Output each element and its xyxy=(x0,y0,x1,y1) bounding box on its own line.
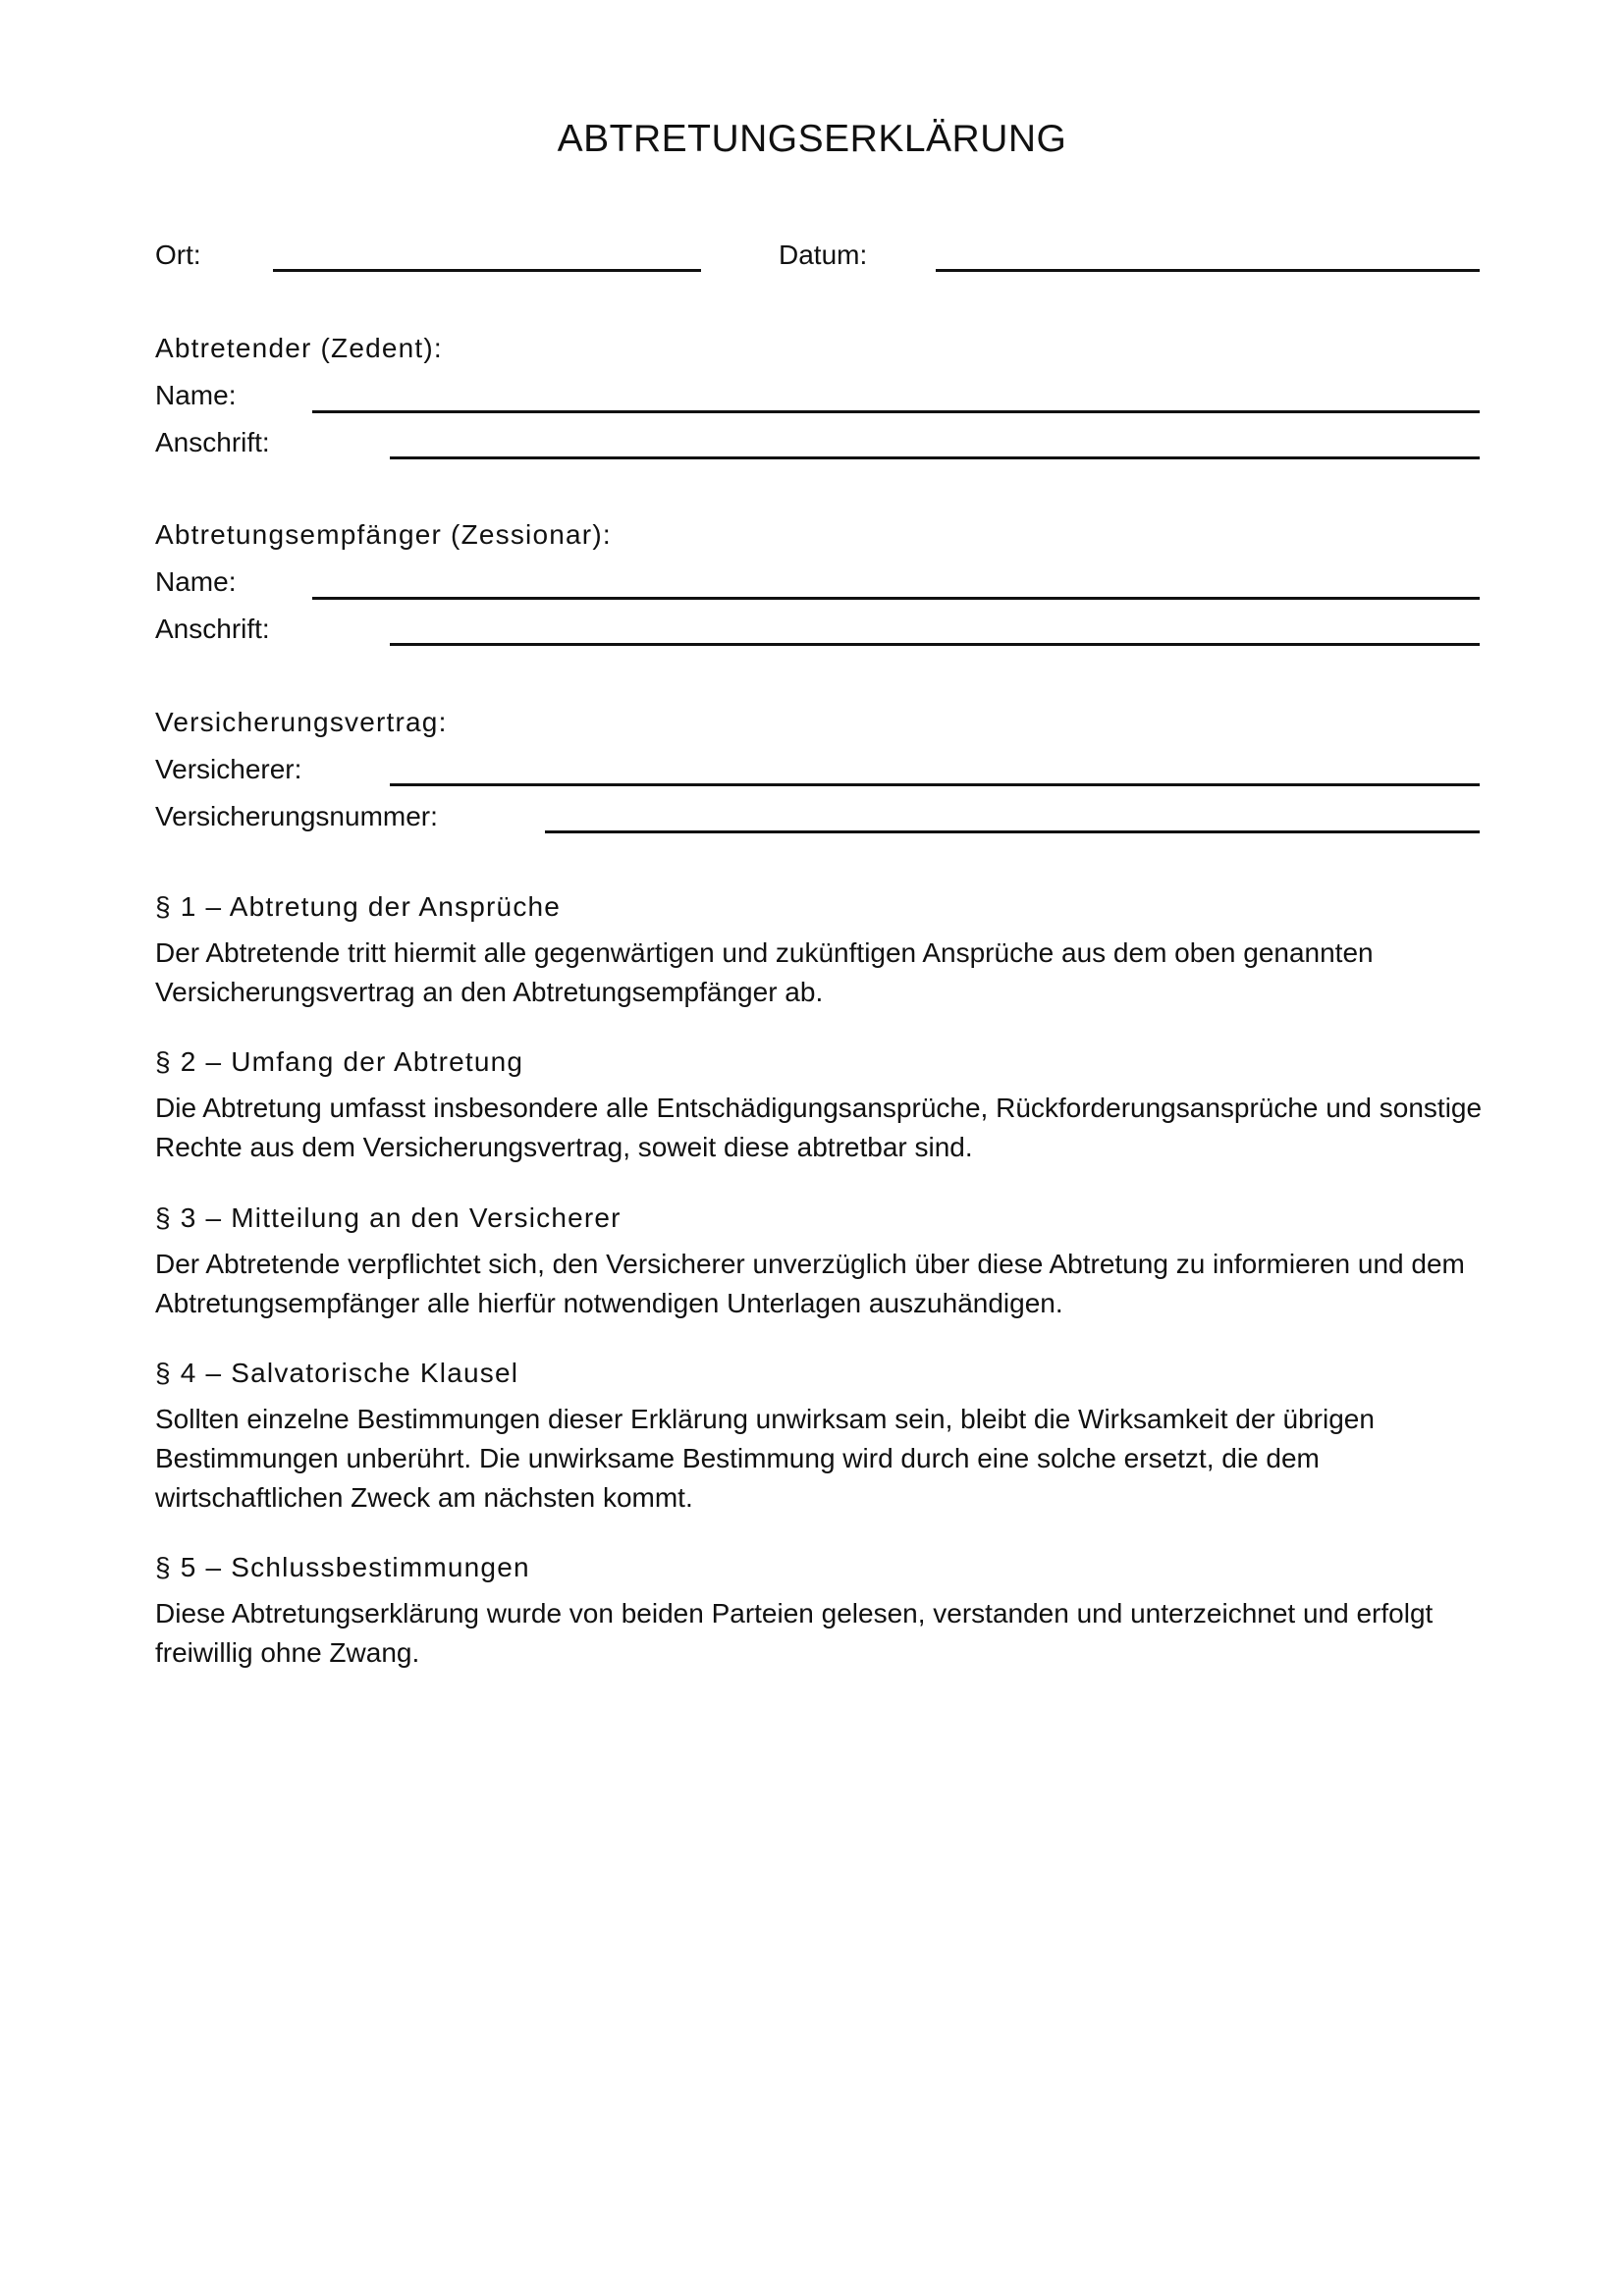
ort-label: Ort: xyxy=(155,240,201,270)
zedent-anschrift-label: Anschrift: xyxy=(155,427,270,457)
ort-field-line[interactable] xyxy=(273,269,701,272)
versicherer-field-line[interactable] xyxy=(390,783,1480,786)
paragraph-3-heading: § 3 – Mitteilung an den Versicherer xyxy=(155,1202,622,1233)
paragraph-3-body: Der Abtretende verpflichtet sich, den Versicherer unverzüglich über diese Abtretung zu informieren und dem Abtretungsempfänger alle hierfür notwendigen Unterlagen auszuhändigen. xyxy=(155,1249,1465,1318)
vertrag-heading: Versicherungsvertrag: xyxy=(155,707,448,737)
zessionar-heading: Abtretungsempfänger (Zessionar): xyxy=(155,519,612,550)
versicherungsnummer-label: Versicherungsnummer: xyxy=(155,801,438,831)
paragraph-5-body: Diese Abtretungserklärung wurde von beiden Parteien gelesen, verstanden und unterzeichnet und erfolgt freiwillig ohne Zwang. xyxy=(155,1598,1434,1668)
document-title: ABTRETUNGSERKLÄRUNG xyxy=(557,118,1067,160)
zessionar-anschrift-field-line[interactable] xyxy=(390,643,1480,646)
zedent-heading: Abtretender (Zedent): xyxy=(155,333,443,363)
paragraph-1-body: Der Abtretende tritt hiermit alle gegenwärtigen und zukünftigen Ansprüche aus dem oben genannten Versicherungsvertrag an den Abtretungsempfänger ab. xyxy=(155,937,1374,1007)
zedent-name-label: Name: xyxy=(155,380,237,410)
zessionar-name-label: Name: xyxy=(155,566,237,597)
versicherer-label: Versicherer: xyxy=(155,754,302,784)
paragraph-4-body: Sollten einzelne Bestimmungen dieser Erklärung unwirksam sein, bleibt die Wirksamkeit der übrigen Bestimmungen unberührt. Die unwirksame Bestimmung wird durch eine solche ersetzt, die dem wirtschaftlichen Zweck am nächsten kommt. xyxy=(155,1404,1375,1513)
paragraph-1-heading: § 1 – Abtretung der Ansprüche xyxy=(155,891,562,922)
zessionar-anschrift-label: Anschrift: xyxy=(155,614,270,644)
datum-field-line[interactable] xyxy=(936,269,1480,272)
datum-label: Datum: xyxy=(779,240,868,270)
paragraph-4-heading: § 4 – Salvatorische Klausel xyxy=(155,1358,519,1388)
paragraph-2-body: Die Abtretung umfasst insbesondere alle Entschädigungsansprüche, Rückforderungsansprüche und sonstige Rechte aus dem Versicherungsvertrag, soweit diese abtretbar sind. xyxy=(155,1093,1483,1162)
zessionar-name-field-line[interactable] xyxy=(312,597,1480,600)
paragraph-5-heading: § 5 – Schlussbestimmungen xyxy=(155,1552,530,1582)
paragraph-2-heading: § 2 – Umfang der Abtretung xyxy=(155,1046,524,1077)
zedent-name-field-line[interactable] xyxy=(312,410,1480,413)
zedent-anschrift-field-line[interactable] xyxy=(390,456,1480,459)
versicherungsnummer-field-line[interactable] xyxy=(545,830,1480,833)
